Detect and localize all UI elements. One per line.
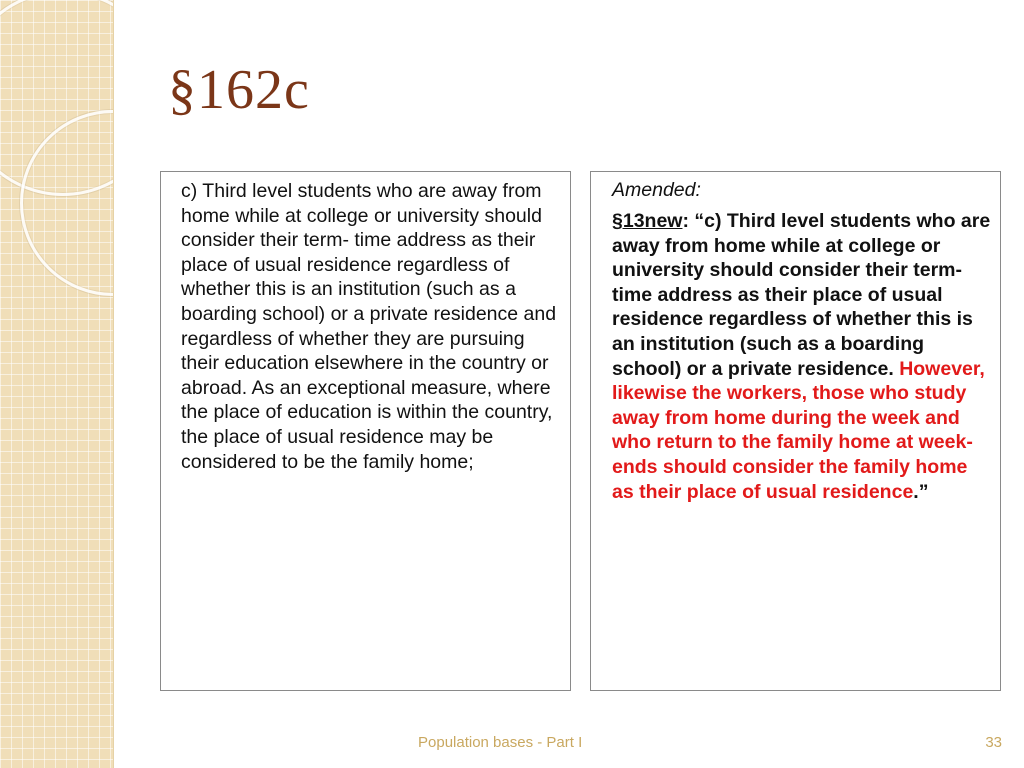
amended-paragraph xyxy=(612,209,994,504)
amended-closing: .” xyxy=(913,480,929,503)
slide-footer: Population bases - Part I xyxy=(418,734,583,751)
decorative-sidebar xyxy=(0,0,114,768)
section-reference: §13new xyxy=(612,210,683,232)
original-text-box xyxy=(160,171,571,691)
amended-highlight-text: However, likewise the workers, those who study away from home during the week and who return to the family home at week-ends should consider the family home as their place of usual residence xyxy=(612,357,985,503)
amended-text-box xyxy=(590,171,1001,691)
amended-label: Amended: xyxy=(612,179,701,201)
slide-title: §162c xyxy=(168,59,310,121)
page-number: 33 xyxy=(985,734,1002,751)
amended-main-text: c) Third level students who are away from home while at college or university should consider their term-time address as their place of usual residence regardless of whether this is an institution (such as a boarding school) or a private residence. xyxy=(612,210,991,380)
original-paragraph: c) Third level students who are away from home while at college or university should consider their term- time address as their place of usual residence regardless of whether this is an institution (such as a boarding school) or a private residence and regardless of whether they are pursuing their education elsewhere in the country or abroad. As an exceptional measure, where the place of education is within the country, the place of usual residence may be considered to be the family home; xyxy=(181,180,557,473)
reference-colon: : “ xyxy=(682,210,705,232)
